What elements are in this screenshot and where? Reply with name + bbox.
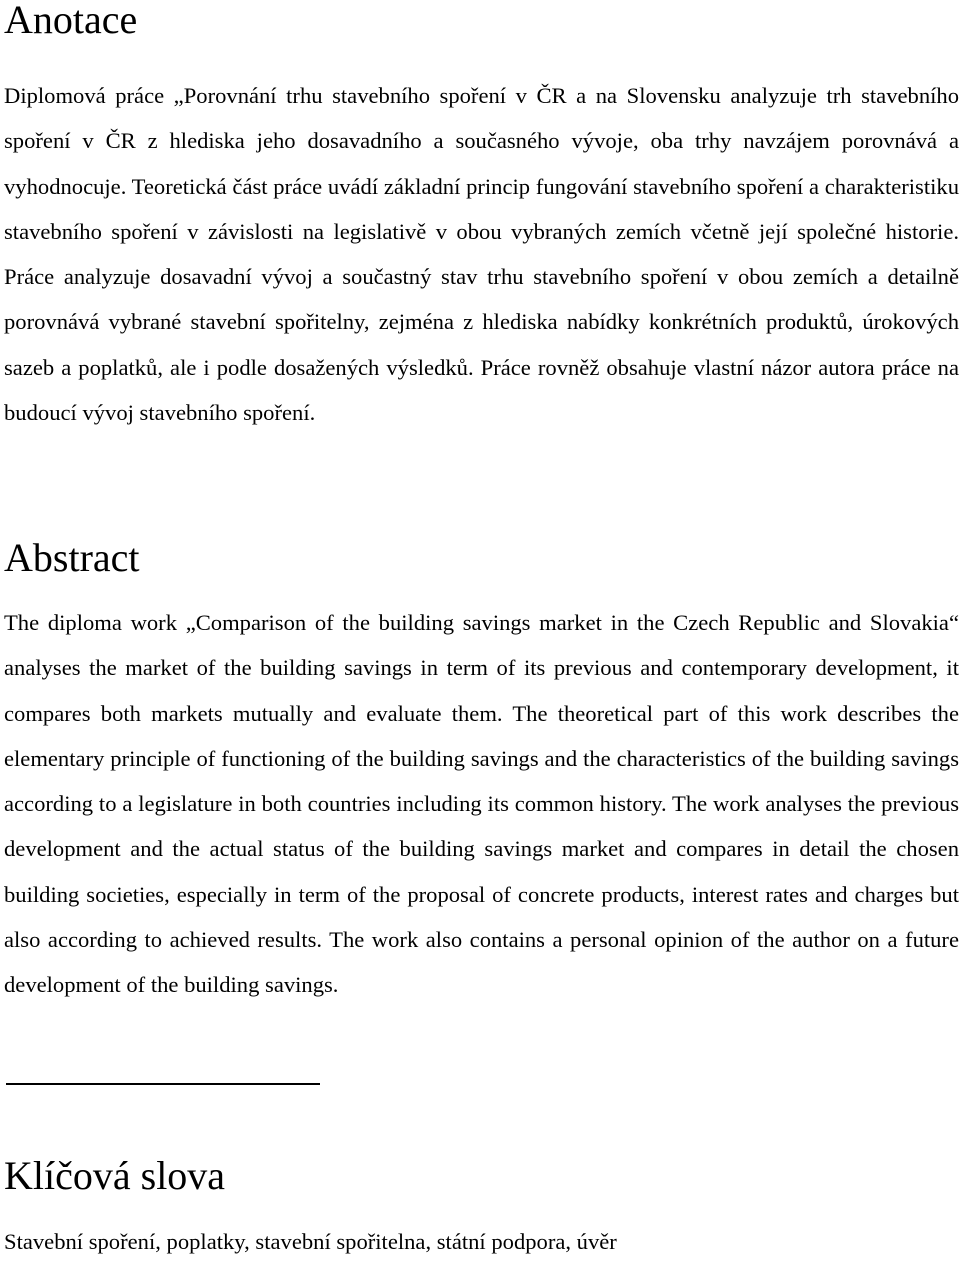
- keywords-paragraph: Stavební spoření, poplatky, stavební spořitelna, státní podpora, úvěr: [4, 1229, 617, 1254]
- keywords-heading: Klíčová slova: [4, 1153, 226, 1198]
- section-divider: [6, 1083, 320, 1085]
- abstract-heading: Abstract: [4, 535, 140, 580]
- anotace-heading: Anotace: [4, 0, 138, 42]
- anotace-paragraph: Diplomová práce „Porovnání trhu stavebního spoření v ČR a na Slovensku analyzuje trh stavebního spoření v ČR z hlediska jeho dosavadního a současného vývoje, oba trhy navzájem porovnává a vyhodnocuje. Teoretická část práce uvádí základní princip fungování stavebního spoření a charakteristiku stavebního spoření v závislosti na legislativě v obou vybraných zemích včetně její společné historie. Práce analyzuje dosavadní vývoj a součastný stav trhu stavebního spoření v obou zemích a detailně porovnává vybrané stavební spořitelny, zejména z hlediska nabídky konkrétních produktů, úrokových sazeb a poplatků, ale i podle dosažených výsledků. Práce rovněž obsahuje vlastní názor autora práce na budoucí vývoj stavebního spoření.: [4, 83, 959, 426]
- abstract-paragraph: The diploma work „Comparison of the building savings market in the Czech Republic and Slovakia“ analyses the market of the building savings in term of its previous and contemporary development, it compares both markets mutually and evaluate them. The theoretical part of this work describes the elementary principle of functioning of the building savings and the characteristics of the building savings according to a legislature in both countries including its common history. The work analyses the previous development and the actual status of the building savings market and compares in detail the chosen building societies, especially in term of the proposal of concrete products, interest rates and charges but also according to achieved results. The work also contains a personal opinion of the author on a future development of the building savings.: [4, 610, 959, 998]
